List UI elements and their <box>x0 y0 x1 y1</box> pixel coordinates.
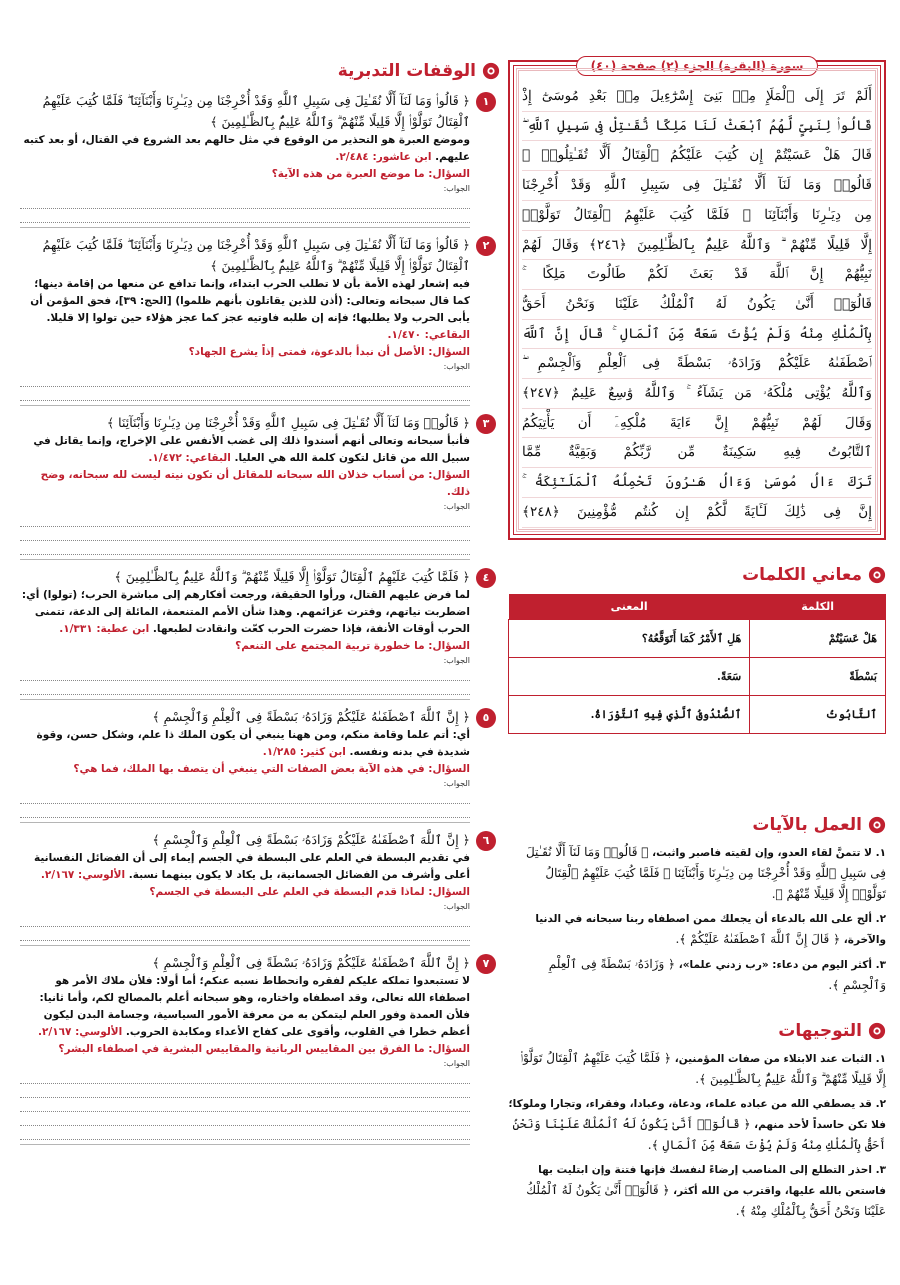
tafsir-text: فيه إشعار لهذه الأمة بأن لا تطلب الحرب ابتداء، وإنما تدافع عن منعها من إقامة دينها؛ كما قال سبحانه وتعالى: (أذن للذين يقاتلون بأنهم ظلموا) [الحج: ٣٩]، فحق المؤمن أن يأبى الحرب ولا يطلبها؛ فإنه إن طلبه فاوتيه عجز كما عجز هؤلاء حين تولوا إلا قليلا. <box>30 278 470 324</box>
reflection-item <box>20 829 500 946</box>
work-point <box>508 909 886 950</box>
mushaf-line: قَالُوا۟ وَمَا لَنَآ أَلَّا نُقَـٰتِلَ فِى سَبِيلِ ٱللَّهِ وَقَدْ أُخْرِجْنَا <box>522 171 872 201</box>
answer-label: الجواب: <box>443 184 470 193</box>
reflection-number: ٣ <box>476 414 496 434</box>
glossary-table <box>508 594 886 735</box>
reflection-number: ٧ <box>476 954 496 974</box>
reflection-number: ٥ <box>476 708 496 728</box>
work-points <box>508 842 886 996</box>
mushaf-line: بِٱلْمُلْكِ مِنْهُ وَلَمْ يُؤْتَ سَعَةً مِّنَ ٱلْمَالِ ۚ قَالَ إِنَّ ٱللَّهَ <box>522 320 872 350</box>
mushaf-line: ٱلتَّابُوتُ فِيهِ سَكِينَةٌ مِّن رَّبِّكُمْ وَبَقِيَّةٌ مِّمَّا <box>522 438 872 468</box>
glossary-meaning: سَعَةً. <box>509 658 750 696</box>
answer-label: الجواب: <box>443 902 470 911</box>
glossary-meaning: هَلِ ٱلأَمْرُ كَمَا أَتَوَقَّعُهُ؟ <box>509 620 750 658</box>
reflection-question: السؤال: لماذا قدم البسطة في العلم على البسطة في الجسم؟ <box>149 886 470 898</box>
tafsir-reference: الألوسي: ٢/١٦٧. <box>37 1026 123 1038</box>
answer-line[interactable] <box>20 527 470 541</box>
flower-icon <box>868 816 886 834</box>
reflections-title: الوقفات التدبرية <box>337 61 476 81</box>
reflection-question: السؤال: ما خطورة تربية المجتمع على التنعم؟ <box>235 640 470 652</box>
answer-line[interactable] <box>20 1112 470 1126</box>
divider <box>20 405 470 406</box>
flower-icon <box>482 62 500 80</box>
glossary-word: هَلْ عَسَيْتُمْ <box>750 620 886 658</box>
reflection-question: السؤال: من أسباب خذلان الله سبحانه للمقاتل أن تكون نيته ليست لله سبحانه، وضح ذلك. <box>40 469 470 498</box>
mushaf-line: أَلَمْ تَرَ إِلَى ٱلْمَلَإِ مِنۢ بَنِىٓ إِسْرَٰٓءِيلَ مِنۢ بَعْدِ مُوسَىٰٓ إِذْ <box>522 82 872 112</box>
tafsir-text: أي: أتم علما وقامة منكم، ومن ههنا ينبغي أن يكون الملك ذا علم، وشكل حسن، وقوة شديدة في بدنه ونفسه. <box>36 729 470 758</box>
reflection-item <box>20 566 500 700</box>
answer-line[interactable] <box>20 1084 470 1098</box>
reflection-number: ٦ <box>476 831 496 851</box>
answer-line[interactable] <box>20 1126 470 1140</box>
answer-line[interactable] <box>20 681 470 695</box>
reflection-tafsir <box>20 973 470 1041</box>
divider <box>20 559 470 560</box>
tafsir-text: وموضع العبرة هو التحذير من الوقوع في مثل حالهم بعد الشروع في القتال، أو بعد كتبه عليهم. <box>23 134 470 163</box>
work-point-verse: ﴿ قَالُوا۟ وَمَا لَنَآ أَلَّا نُقَـٰتِلَ فِى سَبِيلِ ٱللَّهِ وَقَدْ أُخْرِجْنَا مِن دِيَـٰرِنَا وَأَبْنَآئِنَا ۖ فَلَمَّا كُتِبَ عَلَيْهِمُ ٱلْقِتَالُ تَوَلَّوْا۟ إِلَّا قَلِيلًا مِّنْهُمْ ﴾. <box>525 845 886 902</box>
reflection-tafsir <box>20 132 470 166</box>
answer-label: الجواب: <box>443 1059 470 1068</box>
mushaf-line: مِن دِيَـٰرِنَا وَأَبْنَآئِنَا ۖ فَلَمَّا كُتِبَ عَلَيْهِمُ ٱلْقِتَالُ تَوَلَّوْا۟ <box>522 201 872 231</box>
mushaf-line: وَقَالَ لَهُمْ نَبِيُّهُمْ إِنَّ ءَايَةَ مُلْكِهِۦٓ أَن يَأْتِيَكُمُ <box>522 409 872 439</box>
divider <box>20 227 470 228</box>
mushaf-line: وَٱللَّهُ يُؤْتِى مُلْكَهُۥ مَن يَشَآءُ ۚ وَٱللَّهُ وَٰسِعٌ عَلِيمٌ ﴿٢٤٧﴾ <box>522 379 872 409</box>
reflections-header <box>20 58 500 84</box>
answer-line[interactable] <box>20 790 470 804</box>
work-point-text: ٢. ألح على الله بالدعاء أن يجعلك ممن اصطفاه ربنا سبحانه في الدنيا والآخرة، <box>535 913 886 947</box>
guide-point-text: ٣. احذر التطلع إلى المناصب إرضاءً لنفسك فإنها فتنة وإن ابتليت بها فاستعن بالله عليها، واقترب من الله أكثر، <box>538 1164 886 1198</box>
mushaf-page <box>508 60 886 540</box>
glossary-col-word: الكلمة <box>750 594 886 620</box>
reflection-verse: ﴿ قَالُوا۟ وَمَا لَنَآ أَلَّا نُقَـٰتِلَ فِى سَبِيلِ ٱللَّهِ وَقَدْ أُخْرِجْنَا مِن دِيَـٰرِنَا وَأَبْنَآئِنَا ﴾ <box>106 415 470 430</box>
guide-point-text: ٢. قد يصطفي الله من عباده علماء، ودعاة، وعبادا، وفقراء، وتجارا وملوكا؛ فلا تكن حاسداً لأحد منهم، <box>508 1098 886 1132</box>
divider <box>20 1144 470 1145</box>
work-point-text: ٣. أكثر اليوم من دعاء: «رب زدني علما»، <box>675 959 886 972</box>
flower-icon <box>868 566 886 584</box>
mushaf-line: إِلَّا قَلِيلًا مِّنْهُمْ ۗ وَٱللَّهُ عَلِيمٌۢ بِٱلظَّـٰلِمِينَ ﴿٢٤٦﴾ وَقَالَ لَهُمْ <box>522 231 872 261</box>
tafsir-reference: ابن كثير: ١/٢٨٥. <box>262 746 346 758</box>
reflections-column <box>20 58 500 1145</box>
answer-line[interactable] <box>20 387 470 401</box>
glossary-row <box>509 658 886 696</box>
guide-point <box>508 1160 886 1222</box>
answer-line[interactable] <box>20 373 470 387</box>
answer-label: الجواب: <box>443 502 470 511</box>
work-header <box>508 812 886 838</box>
answer-line[interactable] <box>20 1098 470 1112</box>
reflection-tafsir <box>20 433 470 467</box>
tafsir-text: لما فرض عليهم القتال، ورأوا الحقيقة، ورجعت أفكارهم إلى مباشرة الحرب؛ (تولوا) أي: اضطربت نياتهم، وفترت عزائمهم. وهذا شأن الأمم المتنعمة، المائلة إلى الدعة، تتمنى الحرب أوقات الأنفة، فإذا حضرت الحرب كعّت وانقادت لطبعها. <box>21 589 470 635</box>
glossary-header <box>508 562 886 588</box>
tafsir-reference: ابن عطية: ١/٣٣١. <box>59 623 150 635</box>
reflection-item <box>20 706 500 823</box>
tafsir-reference: الألوسي: ٢/١٦٧. <box>40 869 126 881</box>
reflection-verse: ﴿ إِنَّ ٱللَّهَ ٱصْطَفَىٰهُ عَلَيْكُمْ وَزَادَهُۥ بَسْطَةً فِى ٱلْعِلْمِ وَٱلْجِسْمِ ﴾ <box>152 832 470 847</box>
answer-line[interactable] <box>20 541 470 555</box>
mushaf-line: ٱصْطَفَىٰهُ عَلَيْكُمْ وَزَادَهُۥ بَسْطَةً فِى ٱلْعِلْمِ وَٱلْجِسْمِ ۖ <box>522 349 872 379</box>
work-point-text: ١. لا تتمنَّ لقاء العدو، وإن لقيته فاصبر واثبت، <box>648 847 886 860</box>
work-point <box>508 954 886 996</box>
reflection-number: ١ <box>476 92 496 112</box>
guide-point-text: ١. الثبات عند الابتلاء من صفات المؤمنين، <box>671 1053 886 1066</box>
divider <box>20 945 470 946</box>
mushaf-line: قَالُوٓا۟ أَنَّىٰ يَكُونُ لَهُ ٱلْمُلْكُ عَلَيْنَا وَنَحْنُ أَحَقُّ <box>522 290 872 320</box>
reflection-verse: ﴿ قَالُوا۟ وَمَا لَنَآ أَلَّا نُقَـٰتِلَ فِى سَبِيلِ ٱللَّهِ وَقَدْ أُخْرِجْنَا مِن دِيَـٰرِنَا وَأَبْنَآئِنَا ۖ فَلَمَّا كُتِبَ عَلَيْهِمُ ٱلْقِتَالُ تَوَلَّوْا۟ إِلَّا قَلِيلًا مِّنْهُمْ ۗ وَٱللَّهُ عَلِيمٌۢ بِٱلظَّـٰلِمِينَ ﴾ <box>42 237 470 273</box>
reflection-tafsir <box>20 850 470 884</box>
reflection-number: ٤ <box>476 568 496 588</box>
mushaf-line: إِنَّ فِى ذَٰلِكَ لَـَٔايَةً لَّكُمْ إِن كُنتُم مُّؤْمِنِينَ ﴿٢٤٨﴾ <box>522 498 872 528</box>
glossary-word: ٱلتَّابُوتُ <box>750 696 886 734</box>
reflection-item <box>20 234 500 406</box>
answer-line[interactable] <box>20 1070 470 1084</box>
tafsir-text: فأنبأ سبحانه وتعالى أنهم أسندوا ذلك إلى غضب الأنفس على الإخراج، وإنما يقاتل في سبيل الله من قاتل لتكون كلمة الله هي العليا. <box>33 435 470 464</box>
mushaf-header <box>522 56 872 76</box>
glossary-row <box>509 620 886 658</box>
answer-line[interactable] <box>20 927 470 941</box>
mushaf-line: تَرَكَ ءَالُ مُوسَىٰ وَءَالُ هَـٰرُونَ تَحْمِلُهُ ٱلْمَلَـٰٓئِكَةُ ۚ <box>522 468 872 498</box>
guide-points <box>508 1048 886 1222</box>
answer-label: الجواب: <box>443 362 470 371</box>
reflection-question: السؤال: في هذه الآية بعض الصفات التي ينبغي أن يتصف بها الملك، فما هي؟ <box>73 763 470 775</box>
flower-icon <box>868 1022 886 1040</box>
guide-header <box>508 1018 886 1044</box>
mushaf-line: نَبِيُّهُمْ إِنَّ ٱللَّهَ قَدْ بَعَثَ لَكُمْ طَالُوتَ مَلِكًا ۚ <box>522 260 872 290</box>
glossary-meaning: ٱلصُّنْدُوقُ ٱلَّذِي فِيهِ ٱلتَّوْرَاةُ. <box>509 696 750 734</box>
guide-point-verse: ﴿ فَلَمَّا كُتِبَ عَلَيْهِمُ ٱلْقِتَالُ تَوَلَّوْا۟ إِلَّا قَلِيلًا مِّنْهُمْ ۗ وَٱللَّهُ عَلِيمٌۢ بِٱلظَّـٰلِمِينَ ﴾. <box>520 1051 886 1087</box>
reflection-verse: ﴿ فَلَمَّا كُتِبَ عَلَيْهِمُ ٱلْقِتَالُ تَوَلَّوْا۟ إِلَّا قَلِيلًا مِّنْهُمْ ۗ وَٱللَّهُ عَلِيمٌۢ بِٱلظَّـٰلِمِينَ ﴾ <box>114 569 470 584</box>
guide-point <box>508 1048 886 1090</box>
right-column <box>508 58 886 1222</box>
mushaf-frame <box>513 59 881 535</box>
answer-label: الجواب: <box>443 656 470 665</box>
reflection-tafsir <box>20 727 470 761</box>
reflection-tafsir <box>20 276 470 344</box>
tafsir-reference: البقاعي: ١/٤٧٠. <box>387 329 470 341</box>
mushaf-line: قَالُوا۟ لِنَبِىٍّ لَّهُمُ ٱبْعَثْ لَنَا مَلِكًا نُّقَـٰتِلْ فِى سَبِيلِ ٱللَّهِ ۖ <box>522 112 872 142</box>
work-point-verse: ﴿ قَالَ إِنَّ ٱللَّهَ ٱصْطَفَىٰهُ عَلَيْكُمْ ﴾. <box>675 932 841 947</box>
reflection-tafsir <box>20 587 470 638</box>
answer-line[interactable] <box>20 195 470 209</box>
reflection-question: السؤال: ما الفرق بين المقاييس الربانية والمقاييس البشرية في اصطفاء البشر؟ <box>58 1043 470 1055</box>
tafsir-text: في تقديم البسطة في العلم على البسطة في الجسم إيماء إلى أن الفضائل النفسانية أعلى وأشرف من الفضائل الجسمانية، بل يكاد لا يكون بينهما نسبة. <box>33 852 470 881</box>
glossary-title: معاني الكلمات <box>742 564 862 585</box>
work-point <box>508 842 886 905</box>
mushaf-line: قَالَ هَلْ عَسَيْتُمْ إِن كُتِبَ عَلَيْكُمُ ٱلْقِتَالُ أَلَّا تُقَـٰتِلُوا۟ ۖ <box>522 141 872 171</box>
divider <box>20 699 470 700</box>
guide-point-verse: ﴿ قَالُوٓا۟ أَنَّىٰ يَكُونُ لَهُ ٱلْمُلْكُ عَلَيْنَا وَنَحْنُ أَحَقُّ بِٱلْمُلْكِ مِنْهُ ﴾. <box>526 1183 886 1219</box>
tafsir-reference: ابن عاشور: ٢/٤٨٤. <box>335 151 432 163</box>
reflection-verse: ﴿ إِنَّ ٱللَّهَ ٱصْطَفَىٰهُ عَلَيْكُمْ وَزَادَهُۥ بَسْطَةً فِى ٱلْعِلْمِ وَٱلْجِسْمِ ﴾ <box>152 955 470 970</box>
answer-line[interactable] <box>20 667 470 681</box>
answer-label: الجواب: <box>443 779 470 788</box>
work-point-verse: ﴿ وَزَادَهُۥ بَسْطَةً فِى ٱلْعِلْمِ وَٱلْجِسْمِ ﴾. <box>548 957 886 993</box>
guide-point <box>508 1094 886 1156</box>
tafsir-text: لا تستبعدوا تملكه عليكم لفقره وانحطاط نسبه عنكم؛ أما أولا: فلأن ملاك الأمر هو اصطفاء الله تعالى، وقد اصطفاه واختاره، وهو سبحانه أعلم بالمصالح لكم، وأما ثانيا: فلأن العمدة وفور العلم ليتمكن به من معرفة الأمور السياسية، وجسامة البدن ليكون أعظم خطرا في القلوب، وأقوى على كفاح الأعداء ومكابدة الحروب. <box>39 975 470 1038</box>
answer-line[interactable] <box>20 209 470 223</box>
guide-title: التوجيهات <box>778 1021 862 1042</box>
reflection-item <box>20 412 500 560</box>
glossary-word: بَسْطَةً <box>750 658 886 696</box>
reflection-number: ٢ <box>476 236 496 256</box>
divider <box>20 822 470 823</box>
reflection-question: السؤال: الأصل أن نبدأ بالدعوة، فمتى إذاً يشرع الجهاد؟ <box>188 346 470 358</box>
answer-line[interactable] <box>20 804 470 818</box>
work-title: العمل بالآيات <box>752 815 862 836</box>
answer-line[interactable] <box>20 513 470 527</box>
guide-point-verse: ﴿ قَالُوٓا۟ أَنَّىٰ يَكُونُ لَهُ ٱلْمُلْكُ عَلَيْنَا وَنَحْنُ أَحَقُّ بِٱلْمُلْكِ مِنْهُ وَلَمْ يُؤْتَ سَعَةً مِّنَ ٱلْمَالِ ﴾. <box>512 1117 886 1153</box>
answer-line[interactable] <box>20 913 470 927</box>
glossary-col-meaning: المعنى <box>509 594 750 620</box>
glossary-row <box>509 696 886 734</box>
reflection-verse: ﴿ قَالُوا۟ وَمَا لَنَآ أَلَّا نُقَـٰتِلَ فِى سَبِيلِ ٱللَّهِ وَقَدْ أُخْرِجْنَا مِن دِيَـٰرِنَا وَأَبْنَآئِنَا ۖ فَلَمَّا كُتِبَ عَلَيْهِمُ ٱلْقِتَالُ تَوَلَّوْا۟ إِلَّا قَلِيلًا مِّنْهُمْ ۗ وَٱللَّهُ عَلِيمٌۢ بِٱلظَّـٰلِمِينَ ﴾ <box>42 93 470 129</box>
mushaf-lines <box>522 82 872 528</box>
reflections-list <box>20 90 500 1145</box>
tafsir-reference: البقاعي: ١/٤٧٢. <box>148 452 231 464</box>
reflection-verse: ﴿ إِنَّ ٱللَّهَ ٱصْطَفَىٰهُ عَلَيْكُمْ وَزَادَهُۥ بَسْطَةً فِى ٱلْعِلْمِ وَٱلْجِسْمِ ﴾ <box>152 709 470 724</box>
reflection-item <box>20 952 500 1145</box>
reflection-question: السؤال: ما موضع العبرة من هذه الآية؟ <box>271 168 470 180</box>
reflection-item <box>20 90 500 228</box>
surah-label: سورة (البقرة) الجزء (٢) صفحة (٤٠) <box>576 56 819 76</box>
